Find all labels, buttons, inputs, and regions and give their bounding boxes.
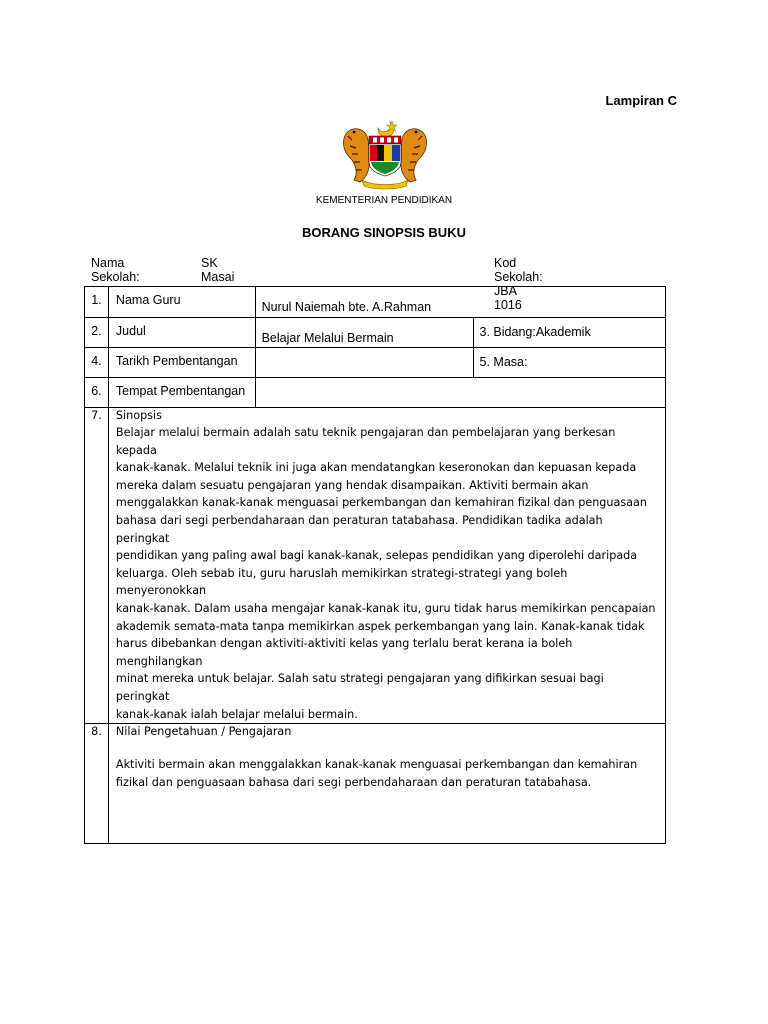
synopsis-line: kanak-kanak. Dalam usaha mengajar kanak-kanak itu, guru tidak harus memikirkan pencapaian <box>115 601 656 615</box>
table-row <box>85 408 666 724</box>
synopsis-form-table <box>84 286 666 844</box>
synopsis-line: akademik semata-mata tanpa memikirkan aspek perkembangan yang lain. Kanak-kanak tidak <box>115 619 645 633</box>
field-label-teacher-name: Nama Guru <box>108 287 255 318</box>
malaysia-coat-of-arms-logo <box>340 118 430 192</box>
table-row <box>85 287 666 318</box>
school-code: Kod Sekolah: JBA 1016 <box>494 256 543 312</box>
row-number: 8. <box>85 724 109 844</box>
knowledge-value-line: Aktiviti bermain akan menggalakkan kanak-kanak menguasai perkembangan dan kemahiran <box>115 758 638 772</box>
field-value-title: Belajar Melalui Bermain <box>255 318 473 348</box>
row-number: 4. <box>85 348 109 378</box>
field-subject-area: 3. Bidang:Akademik <box>473 318 665 348</box>
form-title: BORANG SINOPSIS BUKU <box>302 225 466 240</box>
synopsis-line: bahasa dari segi perbendaharaan dan peraturan tatabahasa. Pendidikan tadika adalah peringkat <box>115 513 603 545</box>
synopsis-line: harus dibebankan dengan aktiviti-aktiviti kelas yang terlalu berat kerana ia boleh menghilangkan <box>115 637 573 668</box>
table-row <box>85 318 666 348</box>
synopsis-line: kanak-kanak ialah belajar melalui bermain. <box>115 707 358 721</box>
synopsis-line: menggalakkan kanak-kanak menguasai perkembangan dan kemahiran fizikal dan penguasaan <box>115 496 647 510</box>
school-name-label: Nama Sekolah: <box>91 256 140 284</box>
field-value-presentation-place <box>255 378 665 408</box>
field-label-presentation-place: Tempat Pembentangan <box>108 378 255 408</box>
row-number: 7. <box>85 408 109 724</box>
knowledge-value-heading: Nilai Pengetahuan / Pengajaran <box>115 725 292 739</box>
field-label-presentation-date: Tarikh Pembentangan <box>108 348 255 378</box>
row-number: 6. <box>85 378 109 408</box>
synopsis-line: Belajar melalui bermain adalah satu teknik pengajaran dan pembelajaran yang berkesan kepada <box>115 426 616 457</box>
table-row <box>85 724 666 844</box>
ministry-name: KEMENTERIAN PENDIDIKAN <box>315 195 453 206</box>
table-row <box>85 348 666 378</box>
table-row <box>85 378 666 408</box>
attachment-label: Lampiran C <box>605 93 677 108</box>
knowledge-value-section <box>108 724 665 844</box>
school-name-value: SK Masai <box>201 256 235 284</box>
field-label-title: Judul <box>108 318 255 348</box>
row-number: 2. <box>85 318 109 348</box>
row-number: 1. <box>85 287 109 318</box>
synopsis-line: minat mereka untuk belajar. Salah satu strategi pengajaran yang difikirkan sesuai bagi peringkat <box>115 672 604 703</box>
synopsis-section <box>108 408 665 724</box>
field-value-teacher-name: Nurul Naiemah bte. A.Rahman <box>255 287 665 318</box>
field-value-presentation-date <box>255 348 473 378</box>
knowledge-value-line: fizikal dan penguasaan bahasa dari segi perbendaharaan dan peraturan tatabahasa. <box>115 775 592 789</box>
synopsis-line: keluarga. Oleh sebab itu, guru haruslah memikirkan strategi-strategi yang boleh menyeronokkan <box>115 566 568 598</box>
synopsis-heading: Sinopsis <box>115 409 162 422</box>
field-time: 5. Masa: <box>473 348 665 378</box>
synopsis-line: kanak-kanak. Melalui teknik ini juga akan mendatangkan keseronokan dan kepuasan kepada <box>115 461 637 475</box>
synopsis-line: pendidikan yang paling awal bagi kanak-kanak, selepas pendidikan yang diperolehi daripada <box>115 549 638 563</box>
synopsis-line: mereka dalam sesuatu pengajaran yang hendak disampaikan. Aktiviti bermain akan <box>115 478 589 492</box>
